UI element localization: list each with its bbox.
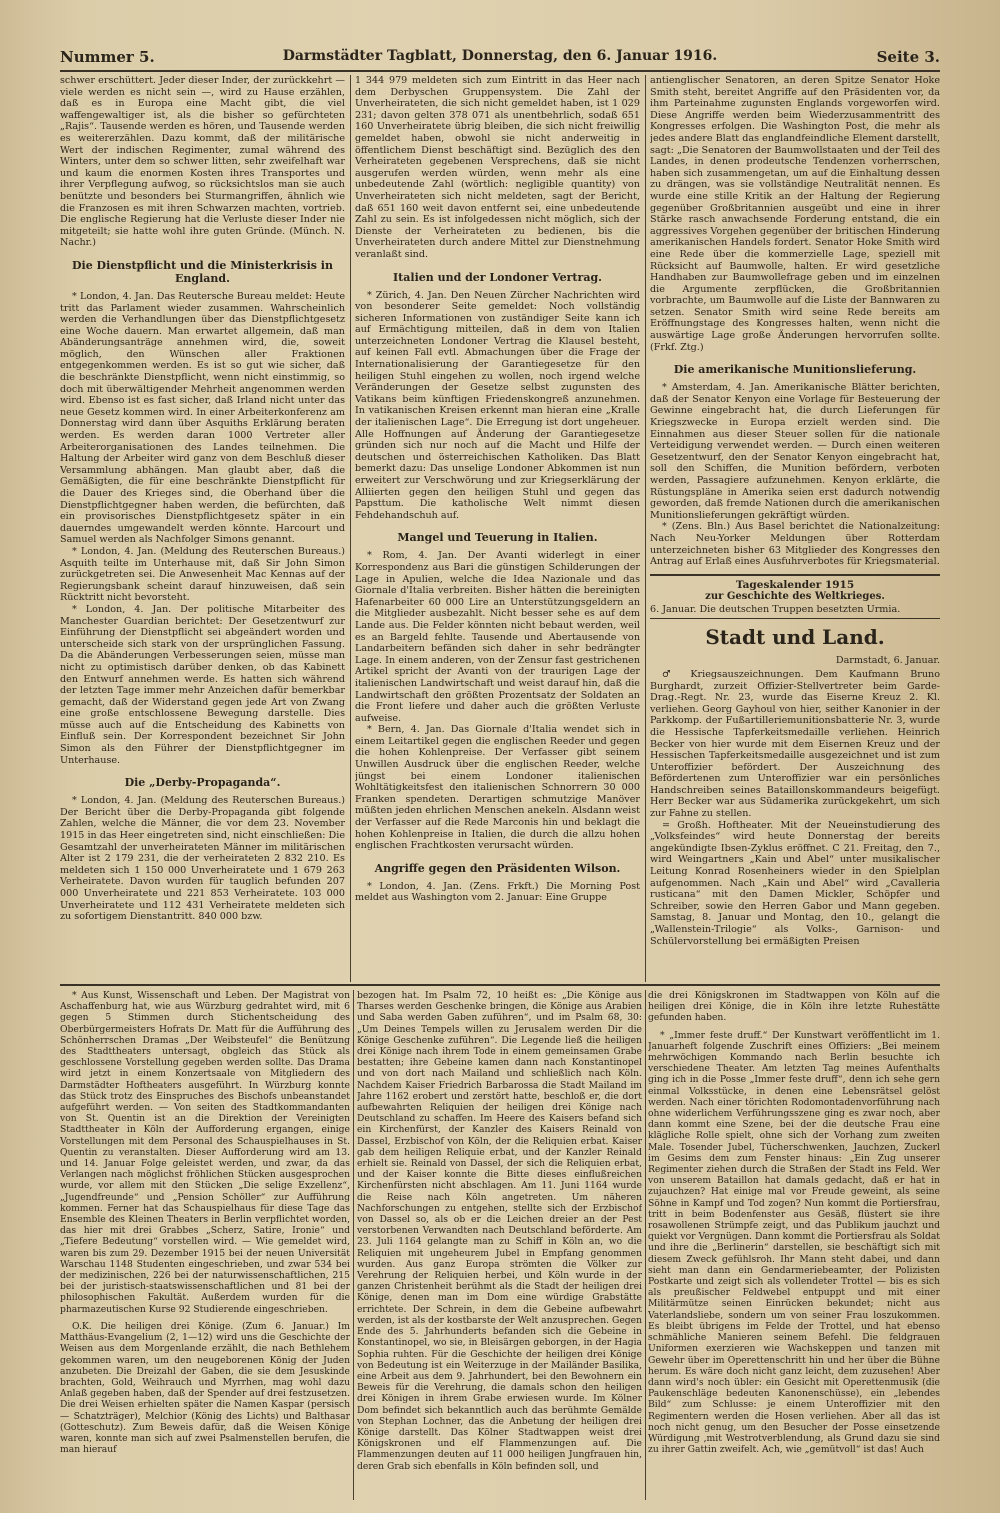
article-continuation-derby: 1 344 979 meldeten sich zum Eintritt in das Heer nach dem Derbyschen Gruppensystem. Die Zahl der Unverheirateten, die sich nicht gemeldet haben, ist 1 029 231; davon gelten 378 071 als unentbehrlich, sodaß 651 160 Unverheiratete übrig bleiben, die sich nicht freiwillig gemeldet haben, obwohl sie nicht anderweitig in öffentlichem Dienst beschäftigt sind. Bezüglich des den Verheirateten gegebenen Versprechens, daß sie nicht ausgerufen werden würden, wenn mehr als eine unbedeutende Zahl (wörtlich: negligible quantity) von Unverheirateten sich nicht meldeten, sagt der Bericht, daß 651 160 weit davon entfernt sei, eine unbedeutende Zahl zu sein. Es ist infolgedessen nicht möglich, sich der Dienste der Verheirateten zu bedienen, bis die Unverheirateten durch andere Mittel zur Dienstnehmung veranlaßt sind. (355, 75, 640, 260)
masthead-rule (60, 70, 940, 72)
article-paragraph: * London, 4. Jan. (Zens. Frkft.) Die Morning Post meldet aus Washington vom 2. Januar: Eine Gruppe (355, 880, 640, 904)
article-paragraph: * Bern, 4. Jan. Das Giornale d'Italia wendet sich in einem Leitartikel gegen die englischen Reeder und gegen die hohen Kohlenpreise. Der Verfasser gibt seinem Unwillen Ausdruck über die englischen Reeder, welche jüngst bei einem Londoner italienischen Wohltätigkeitsfest den italienischen Schnorrern 30 000 Franken spendeten. Derartigen schmutzige Manöver müßten jeden ehrlichen Menschen anekeln. Alsdann weist der Verfasser auf die Rede Marconis hin und beklagt die hohen Kohlenpreise in Italien, die durch die allzu hohen englischen Frachtkosten verursacht würden. (355, 724, 640, 852)
bottom-column-2 (357, 990, 642, 1500)
newspaper-title-date: Darmstädter Tagblatt, Donnerstag, den 6. Januar 1916. (282, 48, 718, 64)
article-paragraph: * London, 4. Jan. (Meldung des Reuterschen Bureaus.) Der Bericht über die Derby-Propaganda gibt folgende Zahlen, welche die Männer, die vor dem 23. November 1915 in das Heer eingetreten sind, nicht einschließen: Die Gesamtzahl der unverheirateten Männer im militärischen Alter ist 2 179 231, die der verheirateten 2 832 210. Es meldeten sich 1 150 000 Unverheiratete und 1 679 263 Verheiratete. Davon wurden für tauglich befunden 207 000 Unverheiratete und 221 853 Verheiratete. 103 000 Unverheiratete und 112 431 Verheiratete meldeten sich zu sofortigem Dienstantritt. 840 000 bzw. (60, 795, 345, 923)
article-paragraph: bezogen hat. Im Psalm 72, 10 heißt es: „Die Könige aus Tharses werden Geschenke bringen, die Könige aus Arabien und Saba werden Gaben zuführen“, und im Psalm 68, 30: „Um Deines Tempels willen zu Jerusalem werden Dir die Könige Geschenke zuführen“. Die Legende ließ die heiligen drei Könige nach ihrem Tode in einem gemeinsamen Grabe bestatten; ihre Gebeine kamen dann nach Konstantinopel und von dort nach Mailand und schließlich nach Köln. Nachdem Kaiser Friedrich Barbarossa die Stadt Mailand im Jahre 1162 erobert und zerstört hatte, beschloß er, die dort aufbewahrten Reliquien der heiligen drei Könige nach Deutschland zu schaffen. Im Heere des Kaisers befand sich ein Kirchenfürst, der Kanzler des Kaisers Reinald von Dassel, Erzbischof von Köln, der die Reliquien erbat. Kaiser gab dem heiligen Reliquie erbat, und der Kanzler Reinald erhielt sie. Reinald von Dassel, der sich die Reliquien erbat, und der Kaiser konnte die Bitte dieses einflußreichen Kirchenfürsten nicht abschlagen. Am 11. Juni 1164 wurde die Reise nach Köln angetreten. Um näheren Nachforschungen zu entgehen, stellte sich der Erzbischof von Dassel so, als ob er die Leichen dreier an der Pest verstorbenen Verwandten nach Deutschland beförderte. Am 23. Juli 1164 gelangte man zu Schiff in Köln an, wo die Reliquien mit ungeheurem Jubel in Empfang genommen wurden. Aus ganz Europa strömten die Völker zur Verehrung der Reliquien herbei, und Köln wurde in der ganzen Christenheit berühmt als die Stadt der heiligen drei Könige, denen man im Dom eine würdige Grabstätte errichtete. Der Schrein, in dem die Gebeine aufbewahrt werden, ist als der kostbarste der Welt anzusprechen. Gegen Ende des 5. Jahrhunderts befanden sich die Gebeine in Konstantinopel, wo sie, in Bleisärgen geborgen, in der Hagia Sophia ruhten. Für die Geschichte der heiligen drei Könige von Bedeutung ist ein Weiterzuge in der Mailänder Basilika, eine Arbeit aus dem 9. Jahrhundert, bei den Bewohnern ein Beweis für die Verehrung, die damals schon den heiligen drei Königen in ihrem Grabe erwiesen wurde. Im Kölner Dom befindet sich bekanntlich auch das berühmte Gemälde von Stephan Lochner, das die Anbetung der heiligen drei Könige darstellt. Das Kölner Stadtwappen weist drei Königskronen und elf Flammenzungen auf. Die Flammenzungen deuten auf 11 000 heiligen Jungfrauen hin, deren Grab sich ebenfalls in Köln befinden soll, und (357, 990, 642, 1472)
heading-munitionslieferung: Die amerikanische Munitionslieferung. (673, 363, 917, 377)
war-calendar-box (650, 574, 940, 620)
article-paragraph: * London, 4. Jan. Das Reutersche Bureau meldet: Heute tritt das Parlament wieder zusammen. Wahrscheinlich werden die Verhandlungen über das Dienstpflichtgesetz eine Woche dauern. Man erwartet allgemein, daß man Abänderungsanträge annehmen wird, die, soweit möglich, den Wünschen aller Fraktionen entgegenkommen werden. Es ist so gut wie sicher, daß die beschränkte Dienstpflicht, wenn nicht einstimmig, so doch mit überwältigender Mehrheit angenommen werden wird. Ebenso ist es fast sicher, daß Irland nicht unter das neue Gesetz kommen wird. In einer Arbeiterkonferenz am Donnerstag wird dann über Asquiths Erklärung beraten werden. Es werden daran 1000 Vertreter aller Arbeiterorganisationen des Landes teilnehmen. Die Haltung der Arbeiter wird ganz von dem Beschluß dieser Versammlung abhängen. Man glaubt aber, daß die Gemäßigten, die für eine beschränkte Dienstpflicht für die Dauer des Krieges sind, die Oberhand über die Dienstpflichtgegner haben werden, die befürchten, daß ein provisorisches Dienstpflichtgesetz später in ein dauerndes umgewandelt werden könnte. Harcourt und Samuel werden als Nachfolger Simons genannt. (60, 290, 345, 546)
issue-number: Nummer 5. (60, 48, 155, 66)
top-column-1 (60, 75, 345, 982)
calendar-entry: 6. Januar. Die deutschen Truppen besetzten Urmia. (650, 603, 901, 615)
heading-derby-propaganda: Die „Derby-Propaganda“. (124, 776, 281, 790)
section-divider-rule (60, 984, 940, 986)
calendar-title: Tageskalender 1915 (735, 578, 855, 591)
dateline: Darmstadt, 6. Januar. (835, 655, 940, 667)
article-paragraph: ♂ Kriegsauszeichnungen. Dem Kaufmann Bruno Burghardt, zurzeit Offizier-Stellvertreter beim Garde-Drag.-Regt. Nr. 23, wurde das Eiserne Kreuz 2. Kl. verliehen. Georg Gayhoul von hier, seither Kanonier in der Parkkomp. der Fußartilleriemunitionsbatterie Nr. 3, wurde die Hessische Tapferkeitsmedaille verliehen. Heinrich Becker von hier wurde mit dem Eisernen Kreuz und der Hessischen Tapferkeitsmedaille ausgezeichnet und ist zum Unteroffizier befördert. Der Auszeichnung des Befördertenen zum Unteroffizier war ein persönliches Handschreiben seines Bataillonskommandeurs beigefügt. Herr Becker war aus Südamerika zurückgekehrt, um sich zur Fahne zu stellen. (650, 668, 940, 820)
article-paragraph: * Rom, 4. Jan. Der Avanti widerlegt in einer Korrespondenz aus Bari die günstigen Schilderungen der Lage in Apulien, welche die Idea Nazionale und das Giornale d'Italia verbreiten. Bisher hätten die bereinigten Hafenarbeiter 60 000 Lire an Unterstützungsgeldern an die Mitglieder ausbezahlt. Nicht besser sehe es auf dem Lande aus. Die Felder könnten nicht bebaut werden, weil es an Bargeld fehlte. Tausende und Abertausende von Landarbeitern befänden sich daher in sehr bedrängter Lage. In einem anderen, von der Zensur fast gestrichenen Artikel spricht der Avanti von der traurigen Lage der italienischen Landwirtschaft und weist darauf hin, daß die Landwirtschaft den größten Prozentsatz der Soldaten an die Front liefere und daher auch die größten Verluste aufweise. (355, 550, 640, 724)
heading-angriffe-wilson: Angriffe gegen den Präsidenten Wilson. (374, 861, 621, 875)
bottom-column-3 (648, 990, 940, 1500)
article-paragraph: * London, 4. Jan. Der politische Mitarbeiter des Manchester Guardian berichtet: Der Gesetzentwurf zur Einführung der Dienstpflicht sei abgeändert worden und unterscheide sich stark von der ursprünglichen Fassung. Da die Abänderungen Verbesserungen seien, müsse man nicht zu optimistisch darüber denken, ob das Kabinett den Entwurf annehmen werde. Es hatten sich während der letzten Tage immer mehr Anzeichen dafür bemerkbar gemacht, daß der Widerstand gegen jede Art von Zwang eine große entschlossene Bewegung darstelle. Dies müsse auch auf die Entscheidung des Kabinetts von Einfluß sein. Der Korrespondent bezeichnet Sir John Simon als den Führer der Dienstpflichtgegner im Unterhause. (60, 603, 345, 766)
article-paragraph: * (Zens. Bln.) Aus Basel berichtet die Nationalzeitung: Nach Neu-Yorker Meldungen über Rotterdam unterzeichneten bisher 63 Mitglieder des Kongresses den Antrag auf Erlaß eines Ausfuhrverbotes für Kriegsmaterial. (650, 521, 940, 568)
article-paragraph: * „Immer feste druff.“ Der Kunstwart veröffentlicht im 1. Januarheft folgende Zuschrift eines Offiziers: „Bei meinem mehrwöchigen Kommando nach Berlin besuchte ich verschiedene Theater. Am letzten Tag meines Aufenthalts ging ich in die Posse „Immer feste druff“, denn ich sehe gern einmal Volksstücke, in denen eine Lebensrätsel gelöst werden. Nach einer törichten Rodomontadenvorführung nach ohne widerlichem Verführungsszene ging es zwar noch, aber dann kommt eine Szene, bei der die deutsche Frau eine klägliche Rolle spielt, ohne sich der Vorhang zum zweiten Male. Tosender Jubel, Tücherschwenken, Jauchzen, Zuckerl im Gesims dem zum Fenster hinaus: „Ein Zug unserer Regimenter ziehen durch die Straßen der Stadt ins Feld. Wer von unserem Bataillon hat damals gedacht, daß er hat in zujauchzen? Hat einige mal vor Freude geweint, als seine Söhne in Kampf und Tod zogen? Nun kommt die Portiersfrau, tritt in beim Bodenfenster aus Gesäß, flüstert sie ihre rosawollenen Strümpfe zeigt, und das Publikum jauchzt und quiekt vor Vergnügen. Dann kommt die Portiersfrau als Soldat und ihre die „Berlinerin“ darstellen, sie beschäftigt sich mit diesem Zweck gefühlsroh. Ihr Mann steht dabei, und dann sieht man dann ein Gendarmeriebeamter, der Polizisten Postkarte und zeigt sich als vollendeter Trottel — bis es sich als preußischer Feldwebel entpuppt und mit einer Militärmütze seinen Einrücken bekundet; nicht aus Vaterlandsliebe, sondern um von seiner Frau loszukommen. Es bleibt übrigens im Felde der Trottel, und hat ebenso schmähliche Manieren seinem Befehl. Die feldgrauen Uniformen exerzieren wie Wachskeppen und tanzen mit Gewehr über im Operettenschritt hin und her über die Bühne herum. Es wäre doch nicht ganz leicht, dem zuzusehen! Aber dann wird's noch übler: ein Gesicht mit Operettenmusik (die Paukenschläge bedeuten Kanonenschüsse), ein „lebendes Bild“ zum Schlusse: je einem Unteroffizier mit den Regimentern werden die Hosen verliehen. Aber all das ist noch nicht genug, um den Besucher der Posse einsetzende Würdigung ,mit Westrotverblendung, als Grund dazu sie sind zu ihrer Gattin zweifelt. Ach, wie „gemütvoll“ ist das! Auch (648, 1029, 940, 1456)
article-continuation-wilson: antienglischer Senatoren, an deren Spitze Senator Hoke Smith steht, bereitet Angriffe auf den Präsidenten vor, da ihm Parteinahme zugunsten Englands vorgeworfen wird. Diese Angriffe werden beim Wiederzusammentritt des Kongresses erfolgen. Die Washington Post, die mehr als jedes andere Blatt das englandfeindliche Element darstellt, sagt: „Die Senatoren der Baumwollstaaten und der Teil des Landes, in denen prodeutsche Tendenzen vorherrschen, haben sich zusammengetan, um auf die Einhaltung dessen zu drängen, was sie vollständige Neutralität nennen. Es wurde eine stille Kritik an der Haltung der Regierung gegenüber Großbritannien ausgeübt und eine in ihrer Stärke rasch anwachsende Forderung entstand, die ein aggressives Vorgehen gegenüber der britischen Hinderung amerikanischen Handels fordert. Senator Hoke Smith wird eine Rede über die kommerzielle Lage, speziell mit Rücksicht auf Baumwolle, halten. Er wird gesetzliche Handhaben zur Baumwollefrage geben und im einzelnen die Argumente zerpflücken, die Großbritannien vorbrachte, um Baumwolle auf die Liste der Bannwaren zu setzen. Senator Smith wird seine Rede bereits am Eröffnungstage des Kongresses halten, wenn nicht die auswärtige Lage große Änderungen hervorrufen sollte. (Frkf. Ztg.) (650, 75, 940, 353)
article-paragraph: * Amsterdam, 4. Jan. Amerikanische Blätter berichten, daß der Senator Kenyon eine Vorlage für Besteuerung der Gewinne eingebracht hat, die durch Lieferungen für Kriegszwecke in Europa erzielt werden sind. Die Einnahmen aus dieser Steuer sollen für die nationale Verteidigung verwendet werden. — Durch einen weiteren Gesetzentwurf, den der Senator Kenyon eingebracht hat, soll den Schiffen, die Munition befördern, verboten werden, Passagiere aufzunehmen. Kenyon erklärte, die Rüstungspläne in Amerika seien erst dadurch notwendig geworden, daß fremde Nationen durch die amerikanischen Munitionslieferungen gekräftigt würden. (650, 382, 940, 521)
column-divider (350, 75, 351, 982)
calendar-subtitle: zur Geschichte des Weltkrieges. (705, 591, 885, 603)
page-number: Seite 3. (876, 48, 940, 66)
heading-mangel-teuerung: Mangel und Teuerung in Italien. (397, 531, 598, 545)
article-paragraph: O.K. Die heiligen drei Könige. (Zum 6. Januar.) Im Matthäus-Evangelium (2, 1—12) wird uns die Geschichte der Weisen aus dem Morgenlande erzählt, die nach Bethlehem gekommen waren, um den neugeborenen König der Juden anzubeten. Die Dreizahl der Gaben, die sie dem Jesuskinde brachten, Gold, Weihrauch und Myrrhen, mag wohl dazu Anlaß gegeben haben, daß der Spender auf drei festzusetzen. Die drei Weisen erhielten später die Namen Kaspar (persisch — Schatzträger), Melchior (König des Lichts) und Balthasar (Gotteschutz). Zum Beweis dafür, daß die Weisen Könige waren, konnte man sich auf zwei Psalmenstellen berufen, die man hierauf (60, 1320, 350, 1456)
article-continuation-india: schwer erschüttert. Jeder dieser Inder, der zurückkehrt — viele werden es nicht sein —, wird zu Hause erzählen, daß es in Europa eine Macht gibt, die viel waffengewaltiger ist, als die bisher so gefürchteten „Rajis“. Tausende werden es hören, und Tausende werden es weitererzählen. Dazu kommt, daß der militärische Wert der indischen Regimenter, zumal während des Winters, unter dem so schwer litten, sehr zweifelhaft war und kaum die enormen Kosten ihres Transportes und ihrer Verpflegung aufwog, so rücksichtslos man sie auch benützte und besonders bei Sturmangriffen, ähnlich wie die Franzosen es mit ihren Schwarzen machten, vortrieb. Die englische Regierung hat die Verluste dieser Inder nie mitgeteilt; sie hatte wohl ihre guten Gründe. (Münch. N. Nachr.) (60, 75, 345, 249)
column-divider (645, 75, 646, 982)
heading-dienstpflicht: Die Dienstpflicht und die Ministerkrisis in England. (72, 258, 333, 285)
bottom-column-1 (60, 990, 350, 1500)
article-paragraph: * Zürich, 4. Jan. Den Neuen Zürcher Nachrichten wird von besonderer Seite gemeldet: Noch vollständig sicheren Informationen von zuständiger Seite kann ich auf Ermächtigung mitteilen, daß in dem von Italien unterzeichneten Londoner Vertrag die Klausel besteht, auf keinen Fall evtl. Abmachungen über die Frage der Internationalisierung der Garantiegesetze für den heiligen Stuhl eingehen zu wollen, noch irgend welche Veränderungen der Gesetze selbst zugunsten des Vatikans beim künftigen Friedenskongreß anzunehmen. In vatikanischen Kreisen erkennt man hieran eine „Kralle der italienischen Lage“. Die Erregung ist dort ungeheuer. Alle Hoffnungen auf Änderung der Garantiegesetze gründen sich nur noch auf die Macht und Hilfe der deutschen und österreichischen Katholiken. Das Blatt bemerkt dazu: Das unselige Londoner Abkommen ist nun erweitert zur Verschwörung und zur Kriegserklärung der Alliierten gegen den heiligen Stuhl und gegen das Papsttum. Die katholische Welt nimmt diesen Fehdehandschuh auf. (355, 289, 640, 521)
top-column-3 (650, 75, 940, 982)
article-paragraph: die drei Königskronen im Stadtwappen von Köln auf die heiligen drei Könige, die in Köln ihre letzte Ruhestätte gefunden haben. (648, 990, 940, 1024)
article-paragraph: * London, 4. Jan. (Meldung des Reuterschen Bureaus.) Asquith teilte im Unterhause mit, daß Sir John Simon zurückgetreten sei. Die Anwesenheit Mac Kennas auf der Regierungsbank scheint darauf hinzuweisen, daß sein Rücktritt nicht bevorsteht. (60, 545, 345, 604)
column-divider (645, 990, 646, 1500)
article-paragraph: = Großh. Hoftheater. Mit der Neueinstudierung des „Volksfeindes“ wird heute Donnerstag der bereits angekündigte Ibsen-Zyklus eröffnet. C 21. Freitag, den 7., wird Weingartners „Kain und Abel“ unter musikalischer Leitung Konrad Rosenheiners wieder in den Spielplan aufgenommen. Nach „Kain und Abel“ wird „Cavalleria rusticana“ mit den Damen Mickler, Schöpfer und Schreiber, sowie den Herren Gabor und Mann gegeben. Samstag, 8. Januar und Montag, den 10., gelangt die „Wallenstein-Trilogie“ als Volks-, Garnison- und Schülervorstellung bei ermäßigten Preisen (650, 819, 940, 947)
heading-italien-londoner-vertrag: Italien und der Londoner Vertrag. (393, 270, 602, 284)
top-column-2 (355, 75, 640, 982)
section-heading-stadt-und-land: Stadt und Land. (705, 625, 885, 650)
column-divider (353, 990, 354, 1500)
article-paragraph: * Aus Kunst, Wissenschaft und Leben. Der Magistrat von Aschaffenburg hat, wie aus Würzburg gedrahtet wird, mit 6 gegen 5 Stimmen durch Stichentscheidung des Oberbürgermeisters Hofrats Dr. Matt für die Aufführung des Schönherrschen Dramas „Der Weibsteufel“ die Benützung des Stadttheaters untersagt, obgleich das Stück als geschlossene Vorstellung gegeben werden sollte. Das Drama wird jetzt in einem Konzertsaale von Mitgliedern des Darmstädter Hoftheaters ausgeführt. In Würzburg konnte das Stück trotz des Einspruches des Bischofs unbeanstandet aufgeführt werden. — Von seiten des Stadtkommandanten von St. Quentin ist an die Direktion der Vereinigten Stadttheater in Köln der Aufforderung ergangen, einige Vorstellungen mit dem Personal des Schauspielhauses in St. Quentin zu veranstalten. Dieser Aufforderung wird am 13. und 14. Januar Folge geleistet werden, und zwar, da das Verlangen nach möglichst fröhlichen Stücken ausgesprochen wurde, vor allem mit den Stücken „Die selige Exzellenz“, „Jugendfreunde“ und „Pension Schöller“ zur Aufführung kommen. Ferner hat das Schauspielhaus für diese Tage das Ensemble des Kleinen Theaters in Berlin verpflichtet worden, das hier mit drei Grabbes „Scherz, Satire, Ironie“ und „Tiefere Bedeutung“ vorstellen wird. — Wie gemeldet wird, waren bis zum 29. Dezember 1915 bei der neuen Universität Warschau 1148 Studenten eingeschrieben, und zwar 534 bei der medizinischen, 226 bei der naturwissenschaftlichen, 215 bei der juristisch-staatswissenschaftlichen und 81 bei der philosophischen Fakultät. Außerdem wurden für die pharmazeutischen Kurse 92 Studierende eingeschrieben. (60, 990, 350, 1315)
